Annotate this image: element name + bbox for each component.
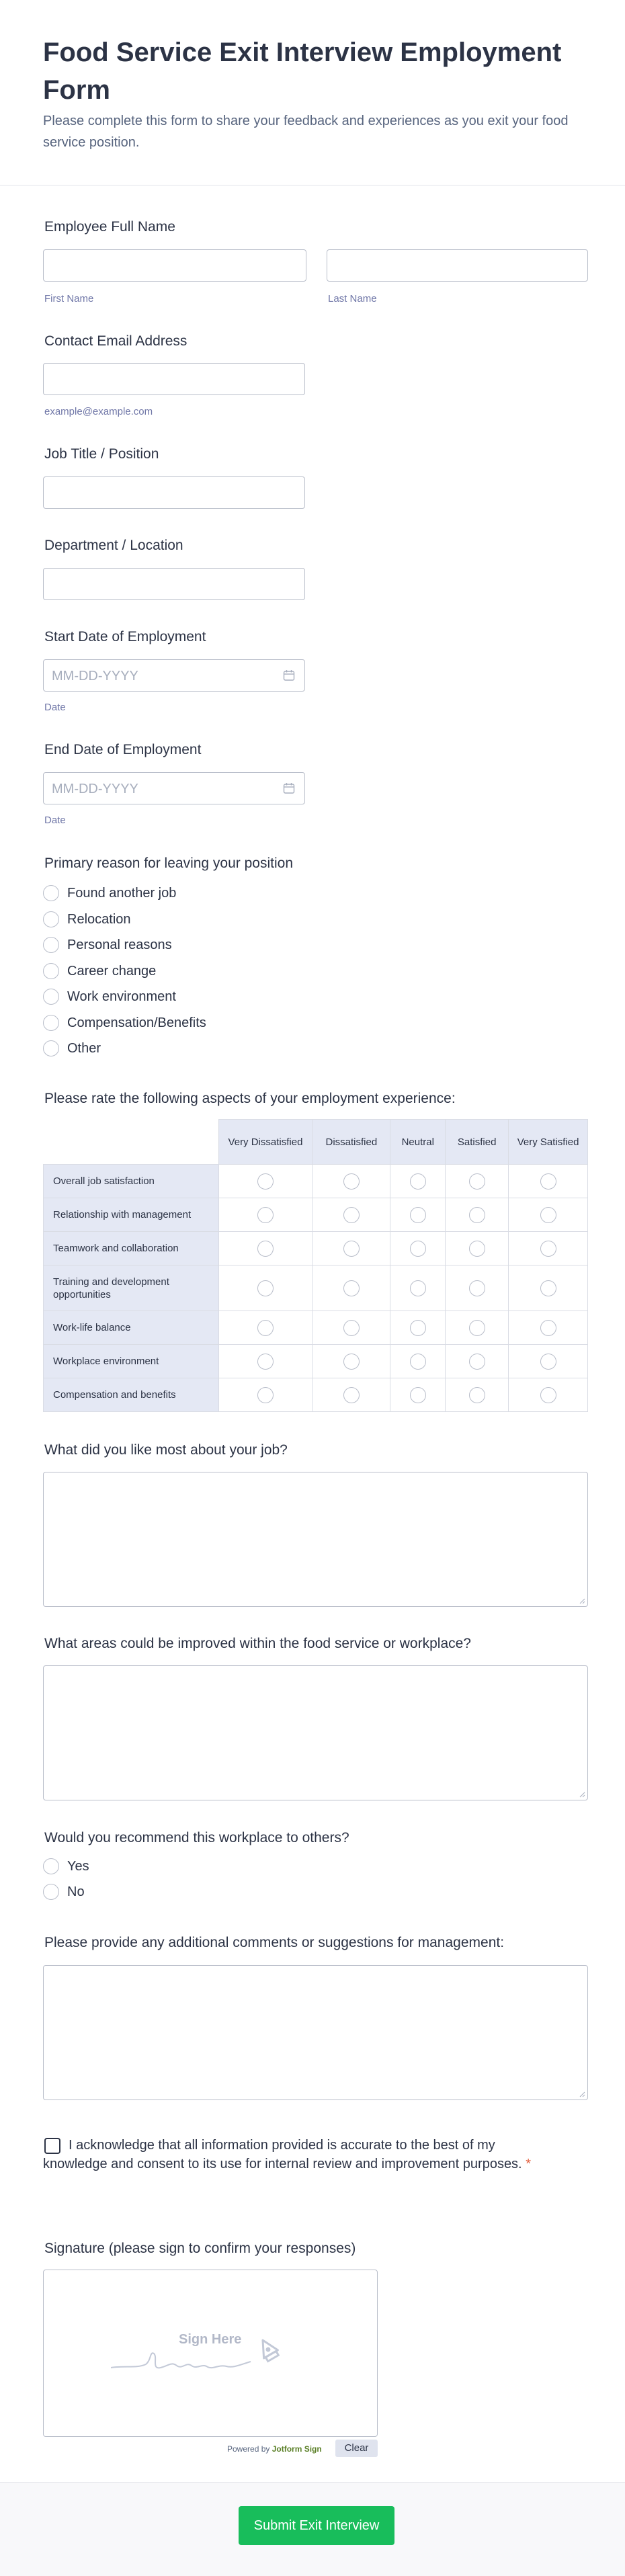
required-mark: * (526, 2157, 531, 2171)
comments-label: Please provide any additional comments or suggestions for management: (44, 1935, 505, 1950)
matrix-radio[interactable] (410, 1207, 426, 1223)
first-name-sublabel: First Name (44, 293, 94, 304)
matrix-column-header: Very Satisfied (509, 1120, 588, 1165)
matrix-radio[interactable] (343, 1320, 360, 1336)
radio-button[interactable] (43, 1040, 59, 1056)
radio-button[interactable] (43, 885, 59, 901)
rating-label: Please rate the following aspects of your employment experience: (44, 1091, 456, 1106)
radio-button[interactable] (43, 1015, 59, 1031)
matrix-radio[interactable] (469, 1320, 485, 1336)
matrix-radio[interactable] (343, 1280, 360, 1296)
liked-most-textarea[interactable] (43, 1472, 588, 1607)
comments-textarea[interactable] (43, 1965, 588, 2100)
matrix-radio[interactable] (540, 1354, 556, 1370)
rating-matrix (43, 1119, 588, 1412)
radio-button[interactable] (43, 911, 59, 927)
signature-hint: Sign Here (179, 2332, 242, 2347)
matrix-radio[interactable] (257, 1320, 274, 1336)
last-name-input[interactable] (327, 249, 588, 282)
matrix-row (44, 1232, 588, 1265)
matrix-row-label: Overall job satisfaction (44, 1165, 219, 1198)
form-subtitle: Please complete this form to share your feedback and experiences as you exit your food service position. (43, 114, 569, 150)
matrix-radio[interactable] (343, 1241, 360, 1257)
start-date-placeholder: MM-DD-YYYY (52, 669, 138, 683)
matrix-row (44, 1311, 588, 1345)
signature-pad[interactable] (43, 2270, 378, 2437)
matrix-radio[interactable] (540, 1280, 556, 1296)
matrix-radio[interactable] (343, 1207, 360, 1223)
reason-label: Primary reason for leaving your position (44, 856, 294, 871)
matrix-row-label: Compensation and benefits (44, 1378, 219, 1412)
department-input[interactable] (43, 568, 305, 600)
matrix-radio[interactable] (540, 1320, 556, 1336)
job-title-label: Job Title / Position (44, 446, 159, 462)
start-date-label: Start Date of Employment (44, 629, 206, 645)
first-name-input[interactable] (43, 249, 306, 282)
email-label: Contact Email Address (44, 333, 188, 349)
matrix-radio[interactable] (469, 1207, 485, 1223)
email-sublabel: example@example.com (44, 406, 153, 417)
resize-handle-icon[interactable] (579, 1791, 585, 1798)
matrix-radio[interactable] (540, 1207, 556, 1223)
matrix-radio[interactable] (410, 1354, 426, 1370)
matrix-column-header: Dissatisfied (312, 1120, 390, 1165)
email-input[interactable] (43, 363, 305, 395)
liked-most-label: What did you like most about your job? (44, 1442, 288, 1458)
matrix-row-label: Relationship with management (44, 1198, 219, 1232)
matrix-row (44, 1378, 588, 1412)
matrix-radio[interactable] (410, 1280, 426, 1296)
matrix-column-header: Neutral (390, 1120, 446, 1165)
signature-label: Signature (please sign to confirm your responses) (44, 2241, 356, 2256)
matrix-radio[interactable] (410, 1241, 426, 1257)
radio-button[interactable] (43, 1858, 59, 1874)
matrix-radio[interactable] (257, 1387, 274, 1403)
form-header (0, 0, 625, 185)
submit-button[interactable]: Submit Exit Interview (239, 2506, 394, 2545)
end-date-sublabel: Date (44, 815, 66, 826)
matrix-radio[interactable] (469, 1280, 485, 1296)
recommend-label: Would you recommend this workplace to others? (44, 1830, 349, 1845)
matrix-radio[interactable] (540, 1173, 556, 1190)
resize-handle-icon[interactable] (579, 1597, 585, 1604)
matrix-row (44, 1198, 588, 1232)
matrix-radio[interactable] (540, 1241, 556, 1257)
matrix-radio[interactable] (257, 1241, 274, 1257)
radio-button[interactable] (43, 989, 59, 1005)
matrix-radio[interactable] (410, 1387, 426, 1403)
matrix-radio[interactable] (469, 1241, 485, 1257)
job-title-input[interactable] (43, 476, 305, 509)
clear-signature-button[interactable]: Clear (335, 2440, 378, 2457)
calendar-icon[interactable] (283, 669, 295, 681)
powered-by: Powered by Jotform Sign (227, 2444, 322, 2454)
improve-label: What areas could be improved within the food service or workplace? (44, 1636, 471, 1651)
end-date-label: End Date of Employment (44, 742, 202, 757)
matrix-radio[interactable] (540, 1387, 556, 1403)
matrix-column-header: Very Dissatisfied (218, 1120, 312, 1165)
improve-textarea[interactable] (43, 1665, 588, 1800)
matrix-radio[interactable] (257, 1207, 274, 1223)
matrix-radio[interactable] (410, 1173, 426, 1190)
radio-button[interactable] (43, 1884, 59, 1900)
calendar-icon[interactable] (283, 782, 295, 794)
matrix-column-header: Satisfied (446, 1120, 509, 1165)
radio-button[interactable] (43, 937, 59, 953)
matrix-radio[interactable] (343, 1354, 360, 1370)
matrix-radio[interactable] (257, 1280, 274, 1296)
matrix-radio[interactable] (343, 1173, 360, 1190)
matrix-radio[interactable] (257, 1173, 274, 1190)
matrix-radio[interactable] (469, 1173, 485, 1190)
resize-handle-icon[interactable] (579, 2091, 585, 2097)
end-date-input[interactable] (43, 772, 305, 804)
matrix-row (44, 1345, 588, 1378)
matrix-row-label: Workplace environment (44, 1345, 219, 1378)
jotform-sign-brand: Jotform Sign (272, 2444, 322, 2454)
form-title: Food Service Exit Interview Employment Form (43, 38, 562, 105)
start-date-sublabel: Date (44, 702, 66, 713)
matrix-radio[interactable] (469, 1387, 485, 1403)
full-name-label: Employee Full Name (44, 219, 175, 235)
matrix-row-label: Teamwork and collaboration (44, 1232, 219, 1265)
matrix-radio[interactable] (343, 1387, 360, 1403)
signature-pen-icon (111, 2331, 306, 2378)
acknowledge-text: I acknowledge that all information provided is accurate to the best of my knowledge and consent to its use for internal review and improvement purposes. * (43, 2138, 531, 2171)
matrix-row-label: Work-life balance (44, 1311, 219, 1345)
matrix-radio[interactable] (257, 1354, 274, 1370)
department-label: Department / Location (44, 538, 183, 553)
start-date-input[interactable] (43, 659, 305, 692)
matrix-row-label: Training and development opportunities (44, 1265, 219, 1311)
radio-button[interactable] (43, 963, 59, 979)
matrix-radio[interactable] (469, 1354, 485, 1370)
last-name-sublabel: Last Name (328, 293, 377, 304)
matrix-row (44, 1265, 588, 1311)
matrix-radio[interactable] (410, 1320, 426, 1336)
end-date-placeholder: MM-DD-YYYY (52, 782, 138, 796)
matrix-row (44, 1165, 588, 1198)
